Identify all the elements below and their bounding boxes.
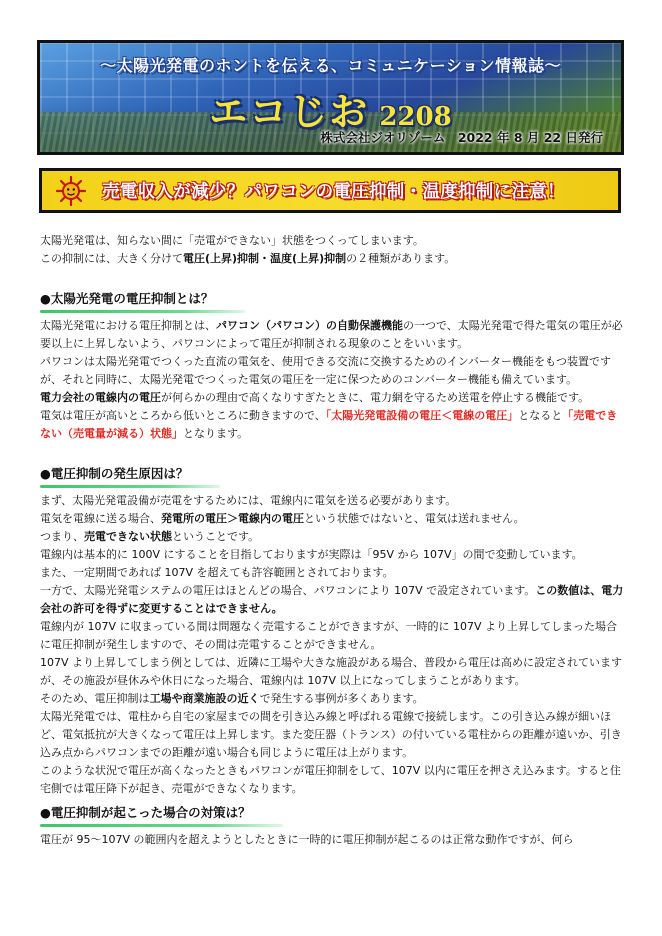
banner-issue-number: 2208: [379, 102, 452, 132]
section1-paragraph-2: パワコンは太陽光発電でつくった直流の電気を、使用できる交流に交換するためのインバーター機能をもつ装置ですが、それと同時に、太陽光発電でつくった電気の電圧を一定に保つためのコンバーター機能も備えています。: [40, 355, 612, 386]
s1p3-bold: 電力会社の電線内の電圧: [40, 391, 161, 404]
header-banner: [37, 40, 624, 155]
intro-line-2: [40, 250, 626, 268]
section2-line-3: [40, 528, 626, 546]
section2-line-11: このような状況で電圧が高くなったときもパワコンが電圧抑制をして、107V 以内に電圧を押さえ込みます。すると住宅側では電圧降下が起き、売電ができなくなります。: [40, 764, 621, 795]
s2l9-a: そのため、電圧抑制は: [40, 692, 150, 705]
s1p4-red-2: 「売電できない（売電量が減る）状態」: [40, 409, 618, 440]
section2-line-7: 電線内が 107V に収まっている間は問題なく売電することができますが、一時的に 107V より上昇してしまった場合に電圧抑制が発生しますので、その間は売電することができません。: [40, 620, 618, 651]
s2l9-c: で発生する事例が多くあります。: [259, 692, 424, 705]
section2-line-1: まず、太陽光発電設備が売電をするためには、電線内に電気を送る必要があります。: [40, 494, 457, 507]
s2l3-bold: 売電できない状態: [84, 530, 172, 543]
section1-paragraph-4: [40, 407, 626, 443]
s2l6-bold: この数値は、電力会社の許可を得ずに変更することはできません。: [40, 584, 624, 615]
s2l9-bold: 工場や商業施設の近く: [149, 692, 260, 705]
s1p4-red-1: 「太陽光発電設備の電圧＜電線の電圧」: [325, 409, 519, 422]
section-heading-voltage-suppression: ●太陽光発電の電圧抑制とは？: [40, 290, 213, 311]
section2-line-8: 107V より上昇してしまう例としては、近隣に工場や大きな施設がある場合、普段から電圧は高めに設定されていますが、その施設が昼休みや休日になった場合、電線内は 107V 以上になってしまうことがあります。: [40, 656, 623, 687]
section1-paragraph-3: [40, 389, 626, 407]
s1p4-e: となります。: [183, 427, 249, 440]
banner-title-jp: エコじお: [209, 90, 370, 134]
s1p4-c: となると: [518, 409, 563, 422]
section2-line-4: 電線内は基本的に 100V にすることを目指しておりますが実際は「95V から 107V」の間で変動しています。: [40, 548, 583, 561]
sun-icon: [56, 176, 86, 206]
intro-text-end: の２種類があります。: [346, 252, 456, 265]
s1p1-c: の一つで、太陽光発電で得た電気の電圧が必要以上に上昇しないよう、パワコンによって電圧が抑制される現象のことをいいます。: [40, 319, 623, 350]
section-heading-causes: ●電圧抑制の発生原因は？: [40, 465, 188, 486]
s2l2-bold: 発電所の電圧＞電線内の電圧: [161, 512, 304, 525]
s2l2-c: という状態ではないと、電気は送れません。: [304, 512, 525, 525]
section2-line-10: 太陽光発電では、電柱から自宅の家屋までの間を引き込み線と呼ばれる電線で接続します。この引き込み線が細いほど、電気抵抗が大きくなって電圧は上昇します。また変圧器（トランス）の付いている電柱からの距離が遠いか、引き込み点からパワコンまでの距離が遠い場合も同じように電圧は上がります。: [40, 710, 622, 759]
s1p3-b: が何らかの理由で高くなりすぎたときに、電力網を守るため送電を停止する機能です。: [161, 391, 590, 404]
s2l2-a: 電気を電線に送る場合、: [40, 512, 161, 525]
headline-text: 売電収入が減少？パワコンの電圧抑制・温度抑制に注意！: [102, 182, 565, 202]
s1p1-a: 太陽光発電における電圧抑制とは、: [40, 319, 216, 332]
s1p4-a: 電気は電圧が高いところから低いところに動きますので、: [40, 409, 326, 422]
s2l3-c: ということです。: [172, 530, 260, 543]
intro-bold: 電圧(上昇)抑制・温度(上昇)抑制: [183, 252, 347, 265]
headline-box: [39, 168, 621, 213]
section-heading-countermeasures: ●電圧抑制が起こった場合の対策は？: [40, 804, 251, 825]
s2l6-a: 一方で、太陽光発電システムの電圧はほとんどの場合、パワコンにより 107V で設定されています。: [40, 584, 536, 597]
section3-line-1: 電圧が 95～107V の範囲内を超えようとしたときに一時的に電圧抑制が起こるのは正常な動作ですが、何ら: [40, 833, 574, 846]
section2-line-9: [40, 690, 626, 708]
section2-line-2: [40, 510, 626, 528]
publisher-line: 株式会社ジオリゾーム 2022 年 8 月 22 日発行: [320, 130, 603, 145]
s2l3-a: つまり、: [40, 530, 84, 543]
section1-paragraph-1: [40, 317, 626, 353]
intro-text: この抑制には、大きく分けて: [40, 252, 183, 265]
s1p1-bold: パワコン（パワコン）の自動保護機能: [216, 319, 403, 332]
intro-line-1: 太陽光発電は、知らない間に「売電ができない」状態をつくってしまいます。: [40, 234, 424, 247]
section2-line-6: [40, 582, 626, 618]
banner-subtitle: ～太陽光発電のホントを伝える、コミュニケーション情報誌～: [99, 56, 562, 75]
section2-line-5: また、一定期間であれば 107V を超えても許容範囲とされております。: [40, 566, 394, 579]
article-body: [40, 232, 626, 849]
